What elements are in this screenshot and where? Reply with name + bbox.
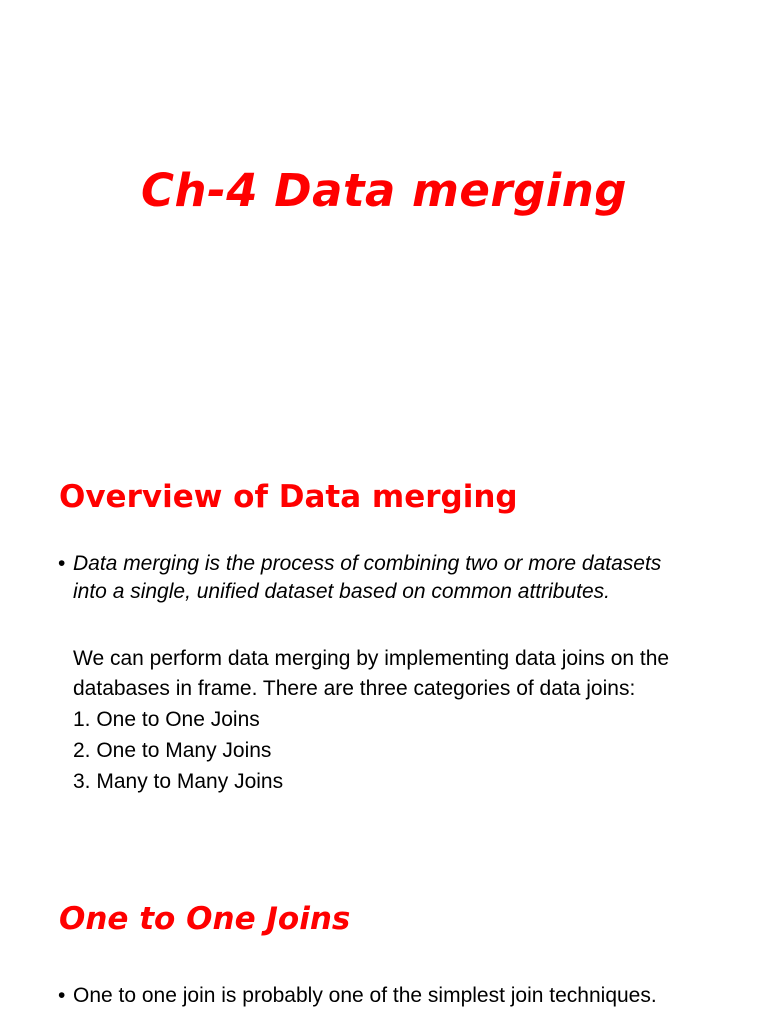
join-type-item: 2. One to Many Joins xyxy=(73,739,272,762)
overview-bullet-text: Data merging is the process of combining two or more datasets into a single, unified dataset based on common attributes. xyxy=(73,552,662,603)
slide-title: Ch-4 Data merging xyxy=(141,164,627,217)
overview-slide xyxy=(0,460,768,820)
join-type-item: 3. Many to Many Joins xyxy=(73,770,284,793)
title-slide xyxy=(0,0,768,300)
one-to-one-heading: One to One Joins xyxy=(59,901,351,937)
bullet-marker: • xyxy=(58,552,66,575)
bullet-marker: • xyxy=(58,984,66,1007)
one-to-one-bullet-text: One to one join is probably one of the simplest join techniques. xyxy=(73,984,657,1007)
overview-heading: Overview of Data merging xyxy=(59,479,518,515)
join-types-list xyxy=(73,704,283,797)
overview-paragraph: We can perform data merging by implementing data joins on the databases in frame. There are three categories of data joins: xyxy=(73,647,670,700)
join-type-item: 1. One to One Joins xyxy=(73,708,260,731)
one-to-one-slide xyxy=(0,880,768,1024)
